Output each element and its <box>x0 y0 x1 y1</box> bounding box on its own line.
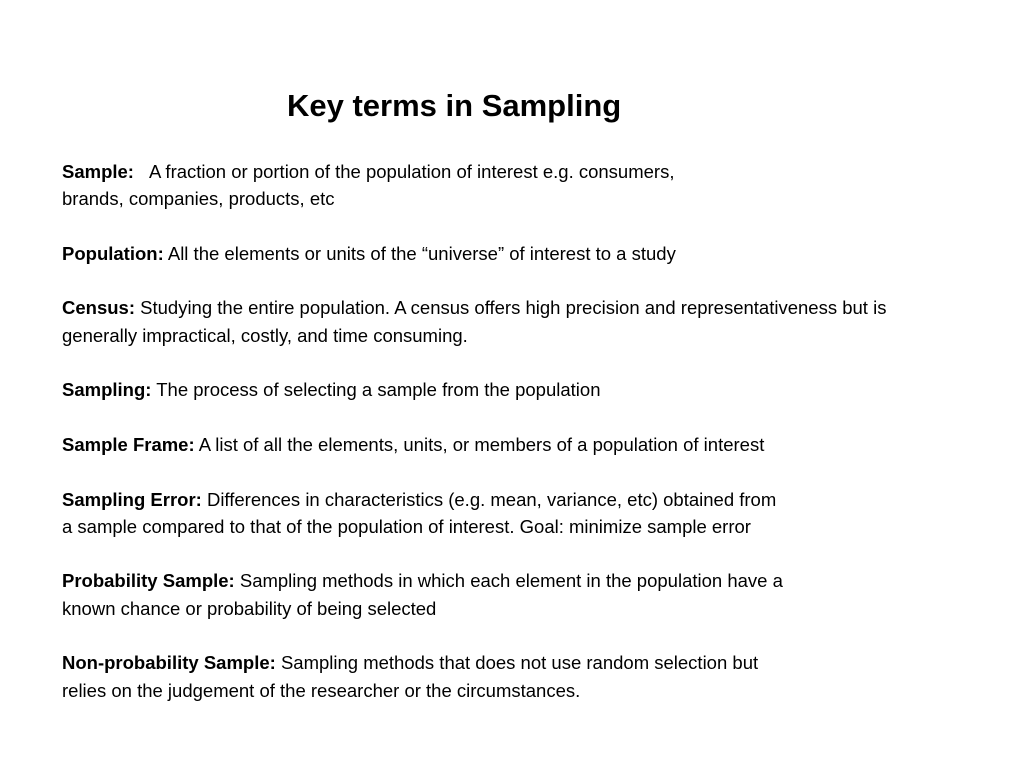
definition-line <box>62 158 1007 185</box>
term-label: Non-probability Sample: <box>62 652 276 674</box>
definition-line: known chance or probability of being selected <box>62 597 437 619</box>
term-label: Population: <box>62 242 164 264</box>
definition-probability-sample <box>62 567 1007 622</box>
definition-text: Studying the entire population. A census offers high precision and representativeness but is <box>140 297 887 319</box>
definition-line <box>62 486 1007 513</box>
term-label: Census: <box>62 297 135 319</box>
definition-line: a sample compared to that of the population of interest. Goal: minimize sample error <box>62 515 751 537</box>
definition-line <box>62 431 1007 458</box>
definition-text: All the elements or units of the “universe” of interest to a study <box>167 242 676 264</box>
definition-sampling <box>62 376 1007 403</box>
term-label: Probability Sample: <box>62 570 235 592</box>
definition-text: The process of selecting a sample from the population <box>156 379 601 401</box>
definition-text: A list of all the elements, units, or members of a population of interest <box>198 433 765 455</box>
definition-line: relies on the judgement of the researcher or the circumstances. <box>62 679 581 701</box>
slide-title: Key terms in Sampling <box>287 88 622 123</box>
term-label: Sampling Error: <box>62 488 202 510</box>
definition-non-probability-sample <box>62 649 1007 704</box>
definition-line: generally impractical, costly, and time consuming. <box>62 324 468 346</box>
definition-sample-frame <box>62 431 1007 458</box>
definition-line: brands, companies, products, etc <box>62 188 335 210</box>
definition-text: Sampling methods in which each element in the population have a <box>239 570 783 592</box>
definitions-list <box>62 158 1007 731</box>
definition-line <box>62 649 1007 676</box>
term-label: Sampling: <box>62 379 152 401</box>
term-label: Sample Frame: <box>62 433 195 455</box>
definition-line <box>62 240 1007 267</box>
definition-census <box>62 294 1007 349</box>
definition-text: A fraction or portion of the population of interest e.g. consumers, <box>148 161 675 182</box>
definition-line <box>62 294 1007 321</box>
definition-line <box>62 376 1007 403</box>
definition-sample <box>62 158 1007 213</box>
definition-sampling-error <box>62 486 1007 541</box>
definition-line <box>62 567 1007 594</box>
definition-population <box>62 240 1007 267</box>
term-label: Sample: <box>62 161 134 182</box>
definition-text: Sampling methods that does not use random selection but <box>280 652 759 674</box>
definition-text: Differences in characteristics (e.g. mean, variance, etc) obtained from <box>206 488 777 510</box>
